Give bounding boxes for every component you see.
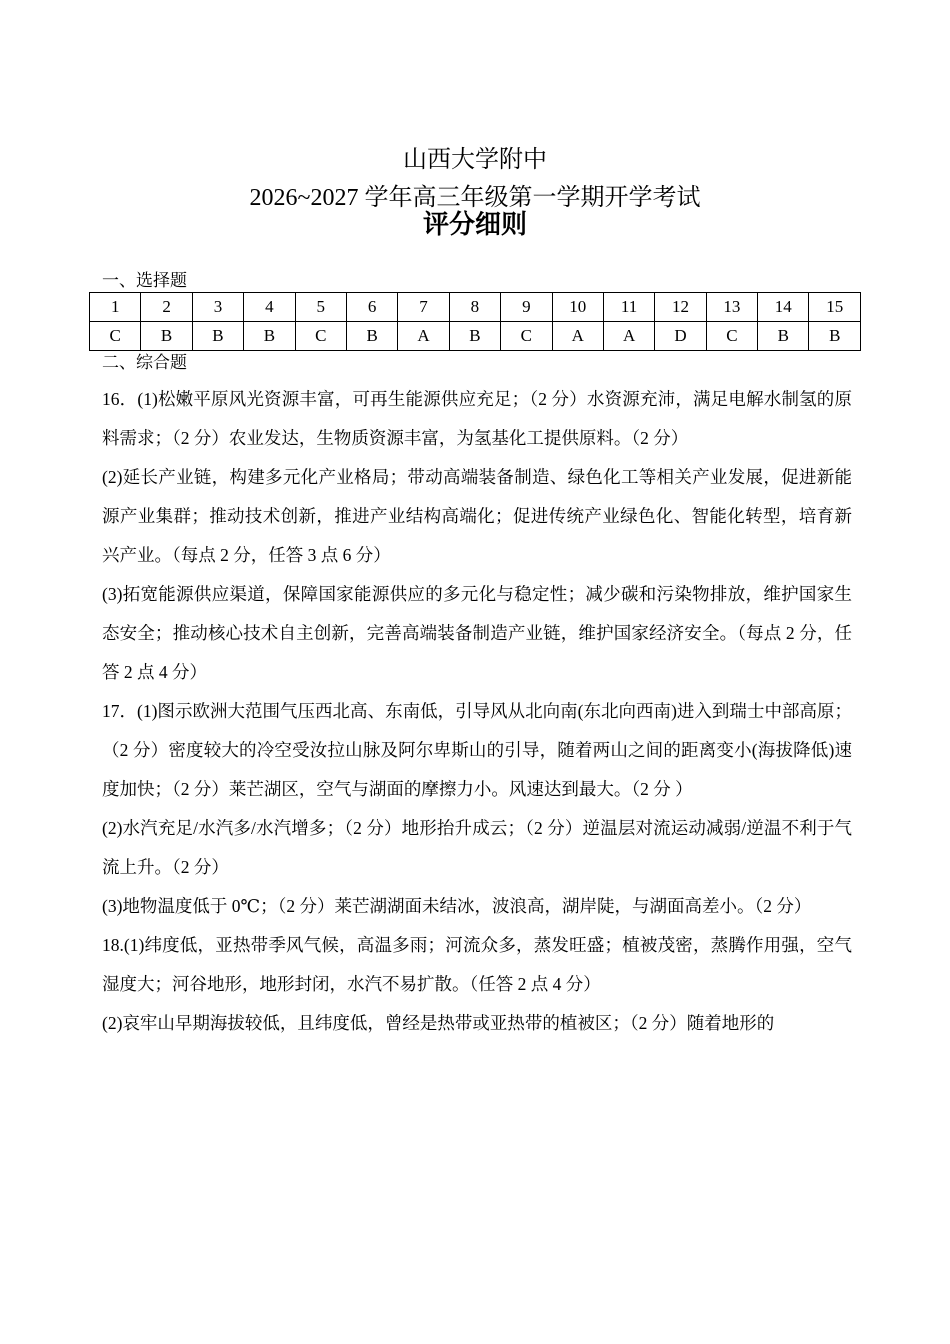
- answer-cell: D: [655, 322, 706, 351]
- question-number-cell: 11: [603, 293, 654, 322]
- question-number-cell: 1: [90, 293, 141, 322]
- comprehensive-section-heading: 二、综合题: [102, 353, 187, 372]
- answer-paragraph: (2)哀牢山早期海拔较低，且纬度低，曾经是热带或亚热带的植被区；（2 分）随着地形的: [102, 1013, 775, 1033]
- answer-cell: A: [603, 322, 654, 351]
- question-number-cell: 14: [758, 293, 809, 322]
- question-number-cell: 3: [192, 293, 243, 322]
- answer-paragraph: 17．(1)图示欧洲大范围气压西北高、东南低，引导风从北向南(东北向西南)进入到瑞士中部高原；（2 分）密度较大的冷空受汝拉山脉及阿尔卑斯山的引导，随着两山之间的距离变小(海拔降低)速度加快；（2 分）莱芒湖区，空气与湖面的摩擦力小。风速达到最大。（2 分 ）: [102, 701, 852, 799]
- question-number-row: [90, 293, 861, 322]
- answer-cell: A: [552, 322, 603, 351]
- answer-cell: B: [141, 322, 192, 351]
- answer-cell: B: [192, 322, 243, 351]
- answer-cell: C: [706, 322, 757, 351]
- answer-paragraph: (3)地物温度低于 0℃；（2 分）莱芒湖湖面未结冰，波浪高，湖岸陡，与湖面高差小。（2 分）: [102, 896, 812, 916]
- answer-paragraph: (3)拓宽能源供应渠道，保障国家能源供应的多元化与稳定性；减少碳和污染物排放，维护国家生态安全；推动核心技术自主创新，完善高端装备制造产业链，维护国家经济安全。（每点 2 分，任答 2 点 4 分）: [102, 584, 852, 682]
- question-number-cell: 4: [244, 293, 295, 322]
- question-number-cell: 5: [295, 293, 346, 322]
- answer-cell: A: [398, 322, 449, 351]
- answer-paragraph: (2)水汽充足/水汽多/水汽增多；（2 分）地形抬升成云；（2 分）逆温层对流运动减弱/逆温不利于气流上升。（2 分）: [102, 818, 852, 877]
- school-name: 山西大学附中: [403, 147, 547, 173]
- answer-cell: B: [758, 322, 809, 351]
- answer-cell: C: [501, 322, 552, 351]
- question-number-cell: 15: [809, 293, 861, 322]
- answer-table: [89, 292, 861, 351]
- answer-paragraph: (2)延长产业链，构建多元化产业格局；带动高端装备制造、绿色化工等相关产业发展，促进新能源产业集群；推动技术创新，推进产业结构高端化；促进传统产业绿色化、智能化转型，培育新兴产业。（每点 2 分，任答 3 点 6 分）: [102, 467, 852, 565]
- answer-cell: C: [295, 322, 346, 351]
- question-number-cell: 7: [398, 293, 449, 322]
- answer-cell: B: [244, 322, 295, 351]
- answer-paragraph: 16．(1)松嫩平原风光资源丰富，可再生能源供应充足；（2 分）水资源充沛，满足电解水制氢的原料需求；（2 分）农业发达，生物质资源丰富，为氢基化工提供原料。（2 分）: [102, 389, 852, 448]
- exam-title: 2026~2027 学年高三年级第一学期开学考试: [249, 185, 701, 211]
- answer-text-body: [102, 380, 852, 1043]
- choice-section-heading: 一、选择题: [102, 271, 187, 290]
- question-number-cell: 2: [141, 293, 192, 322]
- question-number-cell: 9: [501, 293, 552, 322]
- answer-paragraph: 18.(1)纬度低，亚热带季风气候，高温多雨；河流众多，蒸发旺盛；植被茂密，蒸腾作用强，空气湿度大；河谷地形，地形封闭，水汽不易扩散。（任答 2 点 4 分）: [102, 935, 852, 994]
- question-number-cell: 12: [655, 293, 706, 322]
- document-title: 评分细则: [422, 210, 527, 240]
- question-number-cell: 8: [449, 293, 500, 322]
- question-number-cell: 13: [706, 293, 757, 322]
- answer-cell: B: [449, 322, 500, 351]
- answer-cell: B: [809, 322, 861, 351]
- answer-cell: C: [90, 322, 141, 351]
- answer-row: [90, 322, 861, 351]
- question-number-cell: 6: [346, 293, 397, 322]
- question-number-cell: 10: [552, 293, 603, 322]
- answer-cell: B: [346, 322, 397, 351]
